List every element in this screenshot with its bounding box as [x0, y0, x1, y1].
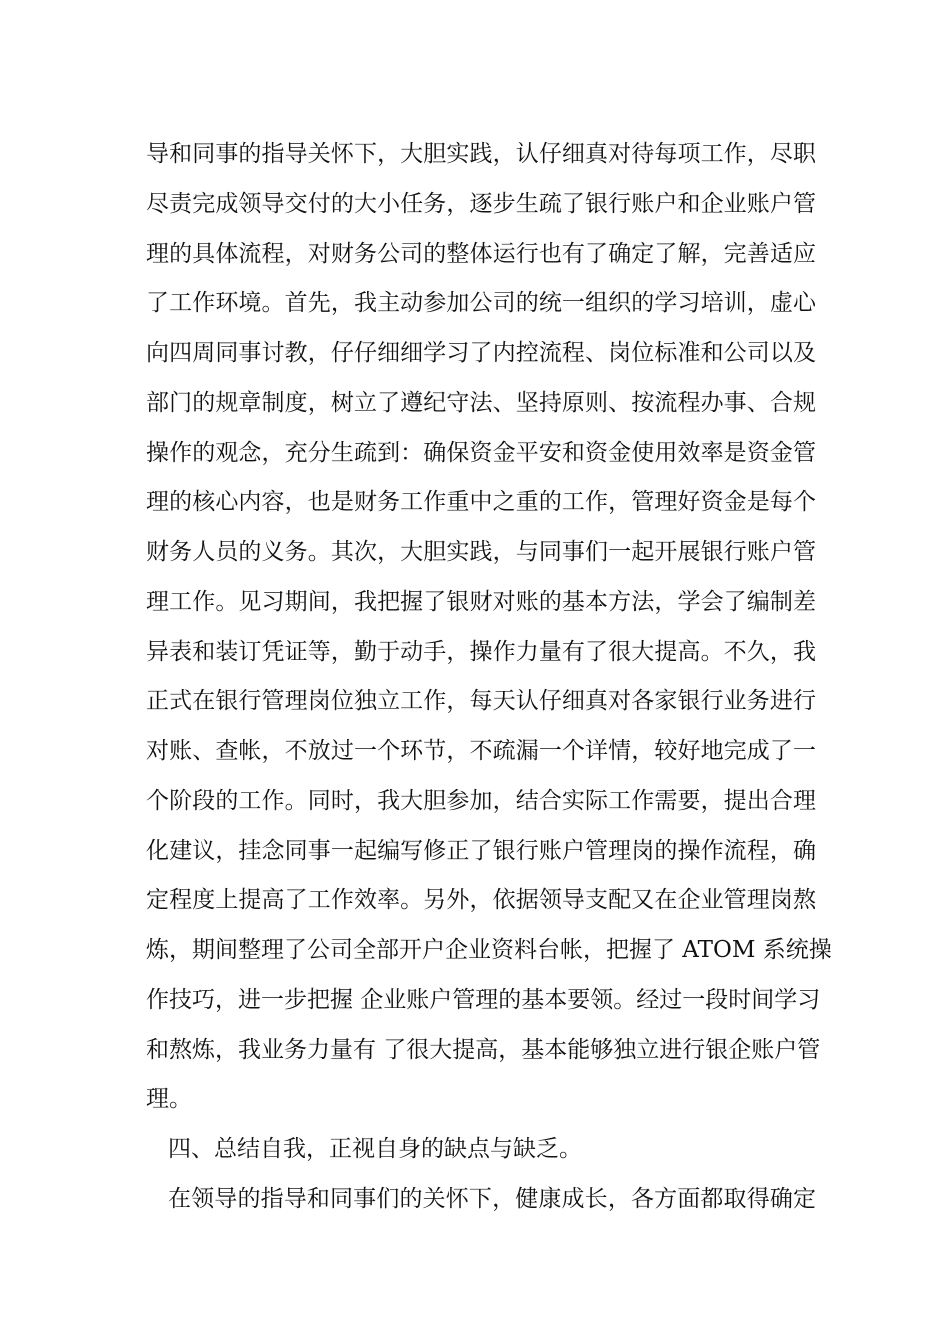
- paragraph-line: 尽责完成领导交付的大小任务，逐步生疏了银行账户和企业账户管: [146, 190, 816, 217]
- section-heading: 四、总结自我，正视自身的缺点与缺乏。: [168, 1136, 582, 1162]
- paragraph-line: 理工作。见习期间，我把握了银财对账的基本方法，学会了编制差: [146, 588, 816, 615]
- paragraph-line: 个阶段的工作。同时，我大胆参加，结合实际工作需要，提出合理: [146, 787, 816, 814]
- document-body: [146, 130, 832, 1225]
- paragraph-line: 财务人员的义务。其次，大胆实践，与同事们一起开展银行账户管: [146, 539, 816, 565]
- paragraph-line: 向四周同事讨教，仔仔细细学习了内控流程、岗位标准和公司以及: [146, 340, 816, 366]
- paragraph-line: 正式在银行管理岗位独立工作，每天认仔细真对各家银行业务进行: [146, 688, 816, 715]
- paragraph-line: 理的核心内容，也是财务工作重中之重的工作，管理好资金是每个: [146, 489, 816, 516]
- paragraph-line: 化建议，挂念同事一起编写修正了银行账户管理岗的操作流程，确: [146, 837, 816, 864]
- paragraph-line: 理的具体流程，对财务公司的整体运行也有了确定了解，完善适应: [146, 240, 816, 267]
- paragraph-line: 导和同事的指导关怀下，大胆实践，认仔细真对待每项工作，尽职: [146, 141, 816, 167]
- paragraph-line: 定程度上提高了工作效率。另外，依据领导支配又在企业管理岗熬: [146, 887, 816, 914]
- paragraph-line: 理。: [146, 1086, 192, 1113]
- paragraph-line: 了工作环境。首先，我主动参加公司的统一组织的学习培训，虚心: [146, 290, 816, 317]
- paragraph-line: 异表和装订凭证等，勤于动手，操作力量有了很大提高。不久，我: [146, 638, 816, 665]
- paragraph-line: 部门的规章制度，树立了遵纪守法、坚持原则、按流程办事、合规: [146, 389, 816, 416]
- paragraph-line: 操作的观念，充分生疏到：确保资金平安和资金使用效率是资金管: [146, 439, 816, 466]
- paragraph-line: 在领导的指导和同事们的关怀下，健康成长，各方面都取得确定: [168, 1185, 816, 1212]
- paragraph-line: 和熬炼，我业务力量有 了很大提高，基本能够独立进行银企账户管: [146, 1036, 821, 1063]
- paragraph-line: 对账、查帐，不放过一个环节，不疏漏一个详情，较好地完成了一: [146, 738, 816, 764]
- paragraph-line: 炼，期间整理了公司全部开户企业资料台帐，把握了 ATOM 系统操: [146, 937, 832, 963]
- paragraph-line: 作技巧，进一步把握 企业账户管理的基本要领。经过一段时间学习: [146, 986, 821, 1013]
